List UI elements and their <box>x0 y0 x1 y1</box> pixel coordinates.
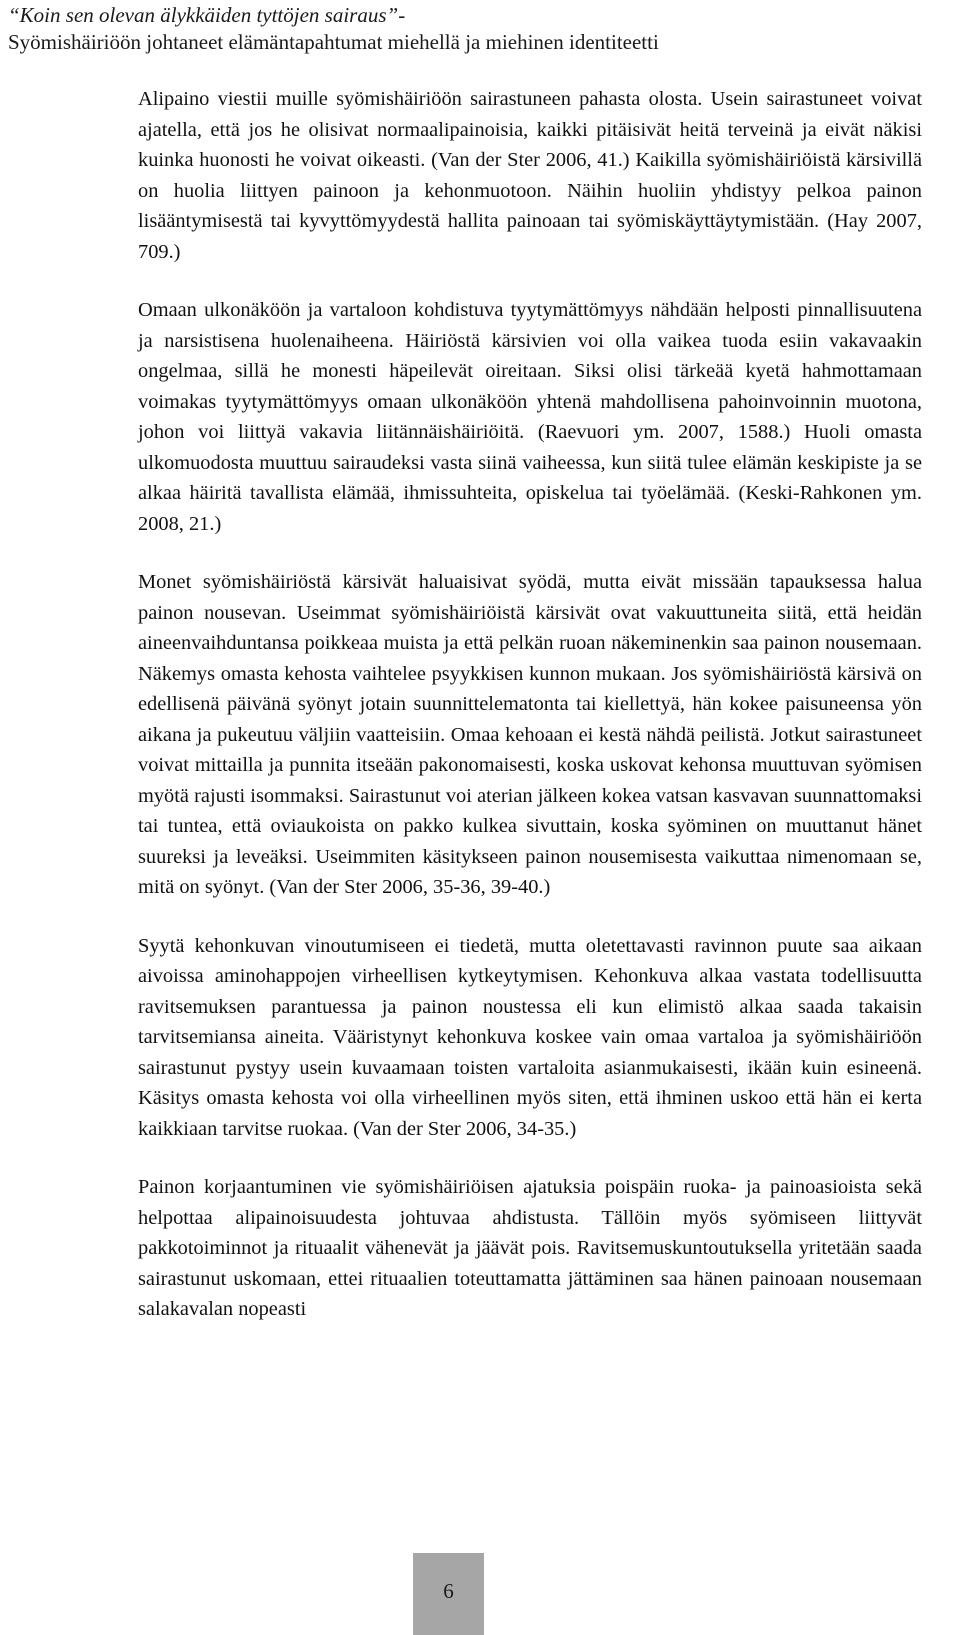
paragraph-2: Omaan ulkonäköön ja vartaloon kohdistuva tyytymättömyys nähdään helposti pinnallisuutena ja narsistisena huolenaiheena. Häiriöstä kärsivien voi olla vaikea tuoda esiin vakavaakin ongelmaa, sillä he monesti häpeilevät oireitaan. Siksi olisi tärkeää kyetä hahmottamaan voimakas tyytymättömyys omaan ulkonäköön yhtenä mahdollisena pahoinvoinnin muotona, johon voi liittyä vakavia liitännäishäiriöitä. (Raevuori ym. 2007, 1588.) Huoli omasta ulkomuodosta muuttuu sairaudeksi vasta siinä vaiheessa, kun siitä tulee elämän keskipiste ja se alkaa häiritä tavallista elämää, ihmissuhteita, opiskelua tai työelämää. (Keski-Rahkonen ym. 2008, 21.) <box>138 299 922 535</box>
paragraph-1: Alipaino viestii muille syömishäiriöön sairastuneen pahasta olosta. Usein sairastuneet voivat ajatella, että jos he olisivat normaalipainoisia, kaikki pitäisivät heitä terveinä ja eivät näkisi kuinka huonosti he voivat oikeasti. (Van der Ster 2006, 41.) Kaikilla syömishäiriöistä kärsivillä on huolia liittyen painoon ja kehonmuotoon. Näihin huoliin yhdistyy pelkoa painon lisääntymisestä tai kyvyttömyydestä hallita painoaan tai syömiskäyttäytymistään. (Hay 2007, 709.) <box>138 88 922 263</box>
page-number: 6 <box>443 1579 454 1603</box>
paragraph-4: Syytä kehonkuvan vinoutumiseen ei tiedetä, mutta oletettavasti ravinnon puute saa aikaan aivoissa aminohappojen virheellisen kytkeytymisen. Kehonkuva alkaa vastata todellisuutta ravitsemuksen parantuessa ja painon noustessa eli kun elimistö alkaa saada takaisin tarvitsemiansa aineita. Vääristynyt kehonkuva koskee vain omaa vartaloa ja syömishäiriöön sairastunut pystyy usein kuvaamaan toisten vartaloita asianmukaisesti, ikään kuin esineenä. Käsitys omasta kehosta voi olla virheellinen myös siten, että ihminen uskoo että hän ei kerta kaikkiaan tarvitse ruokaa. (Van der Ster 2006, 34-35.) <box>138 934 922 1140</box>
running-header <box>8 2 952 56</box>
header-title: “Koin sen olevan älykkäiden tyttöjen sairaus”- <box>8 3 406 27</box>
paragraph-3: Monet syömishäiriöstä kärsivät haluaisivat syödä, mutta eivät missään tapauksessa halua painon nousevan. Useimmat syömishäiriöistä kärsivät ovat vakuuttuneita siitä, että heidän aineenvaihduntansa poikkeaa muista ja että pelkän ruoan näkeminenkin saa painon nousemaan. Näkemys omasta kehosta vaihtelee psyykkisen kunnon mukaan. Jos syömishäiriöstä kärsivä on edellisenä päivänä syönyt jotain suunnittelematonta tai kiellettyä, hän kokee paisuneensa yön aikana ja pukeutuu väljiin vaatteisiin. Omaa kehoaan ei kestä nähdä peilistä. Jotkut sairastuneet voivat mittailla ja punnita itseään pakonomaisesti, koska uskovat kehonsa muuttuvan syömisen myötä rajusti isommaksi. Sairastunut voi aterian jälkeen kokea vatsan kasvavan suunnattomaksi tai tuntea, että oviaukoista on pakko kulkea sivuttain, koska syöminen on muuttanut hänet suureksi ja leveäksi. Useimmiten käsitykseen painon nousemisesta vaikuttaa nimenomaan se, mitä on syönyt. (Van der Ster 2006, 35-36, 39-40.) <box>138 571 922 898</box>
header-subtitle: Syömishäiriöön johtaneet elämäntapahtumat miehellä ja miehinen identiteetti <box>8 30 659 54</box>
page-number-box <box>413 1553 484 1635</box>
body-text <box>138 84 922 1353</box>
paragraph-5: Painon korjaantuminen vie syömishäiriöisen ajatuksia poispäin ruoka- ja painoasioista sekä helpottaa alipainoisuudesta johtuvaa ahdistusta. Tällöin myös syömiseen liittyvät pakkotoiminnot ja rituaalit vähenevät ja jäävät pois. Ravitsemuskuntoutuksella yritetään saada sairastunut uskomaan, ettei rituaalien toteuttamatta jättäminen saa hänen painoaan nousemaan salakavalan nopeasti <box>138 1176 922 1320</box>
